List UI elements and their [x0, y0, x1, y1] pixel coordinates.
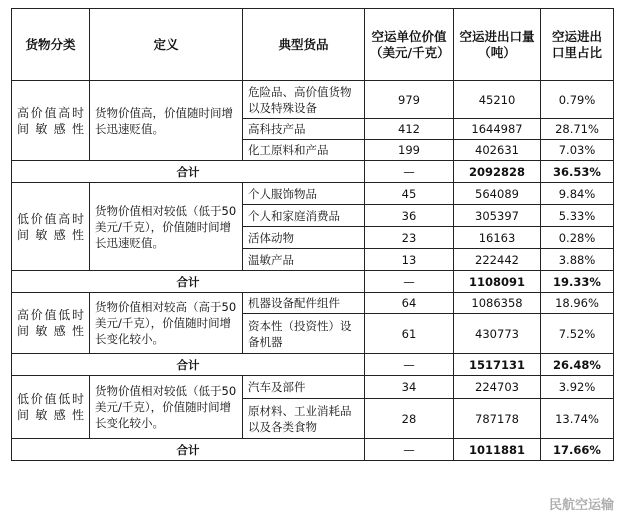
category-cell: 高价值低时间敏感性 [12, 293, 90, 354]
volume-cell: 16163 [454, 227, 541, 249]
definition-cell: 货物价值相对较低（低于50 美元/千克），价值随时间增长变化较小。 [90, 376, 243, 439]
goods-cell: 高科技产品 [243, 119, 365, 140]
total-unit-value: — [365, 439, 454, 461]
definition-cell: 货物价值相对较高（高于50 美元/千克），价值随时间增长变化较小。 [90, 293, 243, 354]
share-cell: 3.88% [541, 249, 614, 271]
total-share: 17.66% [541, 439, 614, 461]
unit-value-cell: 64 [365, 293, 454, 314]
unit-value-cell: 23 [365, 227, 454, 249]
volume-cell: 224703 [454, 376, 541, 399]
unit-value-cell: 199 [365, 140, 454, 161]
total-share: 36.53% [541, 161, 614, 183]
share-cell: 3.92% [541, 376, 614, 399]
total-row [12, 439, 614, 461]
header-definition: 定义 [90, 9, 243, 81]
table-row [12, 81, 614, 119]
volume-cell: 564089 [454, 183, 541, 205]
unit-value-cell: 61 [365, 314, 454, 354]
goods-cell: 化工原料和产品 [243, 140, 365, 161]
volume-cell: 45210 [454, 81, 541, 119]
table-row [12, 293, 614, 314]
header-row [12, 9, 614, 81]
share-cell: 5.33% [541, 205, 614, 227]
unit-value-cell: 979 [365, 81, 454, 119]
total-label: 合计 [12, 439, 365, 461]
total-row [12, 271, 614, 293]
goods-cell: 危险品、高价值货物以及特殊设备 [243, 81, 365, 119]
total-volume: 1011881 [454, 439, 541, 461]
volume-cell: 1086358 [454, 293, 541, 314]
unit-value-cell: 36 [365, 205, 454, 227]
goods-cell: 原材料、工业消耗品以及各类食物 [243, 399, 365, 439]
cargo-classification-table [11, 8, 614, 461]
total-unit-value: — [365, 354, 454, 376]
total-volume: 1108091 [454, 271, 541, 293]
unit-value-cell: 13 [365, 249, 454, 271]
volume-cell: 222442 [454, 249, 541, 271]
share-cell: 28.71% [541, 119, 614, 140]
total-unit-value: — [365, 271, 454, 293]
total-share: 26.48% [541, 354, 614, 376]
share-cell: 0.28% [541, 227, 614, 249]
share-cell: 7.03% [541, 140, 614, 161]
total-label: 合计 [12, 161, 365, 183]
goods-cell: 活体动物 [243, 227, 365, 249]
goods-cell: 温敏产品 [243, 249, 365, 271]
share-cell: 0.79% [541, 81, 614, 119]
total-volume: 2092828 [454, 161, 541, 183]
header-volume: 空运进出口量（吨） [454, 9, 541, 81]
definition-cell: 货物价值高，价值随时间增长迅速贬值。 [90, 81, 243, 161]
total-label: 合计 [12, 354, 365, 376]
total-row [12, 354, 614, 376]
goods-cell: 资本性（投资性）设备机器 [243, 314, 365, 354]
total-volume: 1517131 [454, 354, 541, 376]
volume-cell: 305397 [454, 205, 541, 227]
volume-cell: 430773 [454, 314, 541, 354]
volume-cell: 1644987 [454, 119, 541, 140]
category-cell: 低价值高时间敏感性 [12, 183, 90, 271]
goods-cell: 个人和家庭消费品 [243, 205, 365, 227]
watermark: 民航空运输 [548, 498, 614, 513]
total-row [12, 161, 614, 183]
goods-cell: 机器设备配件组件 [243, 293, 365, 314]
share-cell: 7.52% [541, 314, 614, 354]
header-typical-goods: 典型货品 [243, 9, 365, 81]
header-category: 货物分类 [12, 9, 90, 81]
category-cell: 高价值高时间敏感性 [12, 81, 90, 161]
unit-value-cell: 34 [365, 376, 454, 399]
unit-value-cell: 28 [365, 399, 454, 439]
header-share: 空运进出口里占比 [541, 9, 614, 81]
definition-cell: 货物价值相对较低（低于50 美元/千克），价值随时间增长迅速贬值。 [90, 183, 243, 271]
total-share: 19.33% [541, 271, 614, 293]
table-row [12, 376, 614, 399]
table-row [12, 183, 614, 205]
goods-cell: 个人服饰物品 [243, 183, 365, 205]
share-cell: 18.96% [541, 293, 614, 314]
category-cell: 低价值低时间敏感性 [12, 376, 90, 439]
total-unit-value: — [365, 161, 454, 183]
unit-value-cell: 412 [365, 119, 454, 140]
header-unit-value: 空运单位价值（美元/千克） [365, 9, 454, 81]
volume-cell: 787178 [454, 399, 541, 439]
goods-cell: 汽车及部件 [243, 376, 365, 399]
volume-cell: 402631 [454, 140, 541, 161]
unit-value-cell: 45 [365, 183, 454, 205]
share-cell: 13.74% [541, 399, 614, 439]
total-label: 合计 [12, 271, 365, 293]
share-cell: 9.84% [541, 183, 614, 205]
